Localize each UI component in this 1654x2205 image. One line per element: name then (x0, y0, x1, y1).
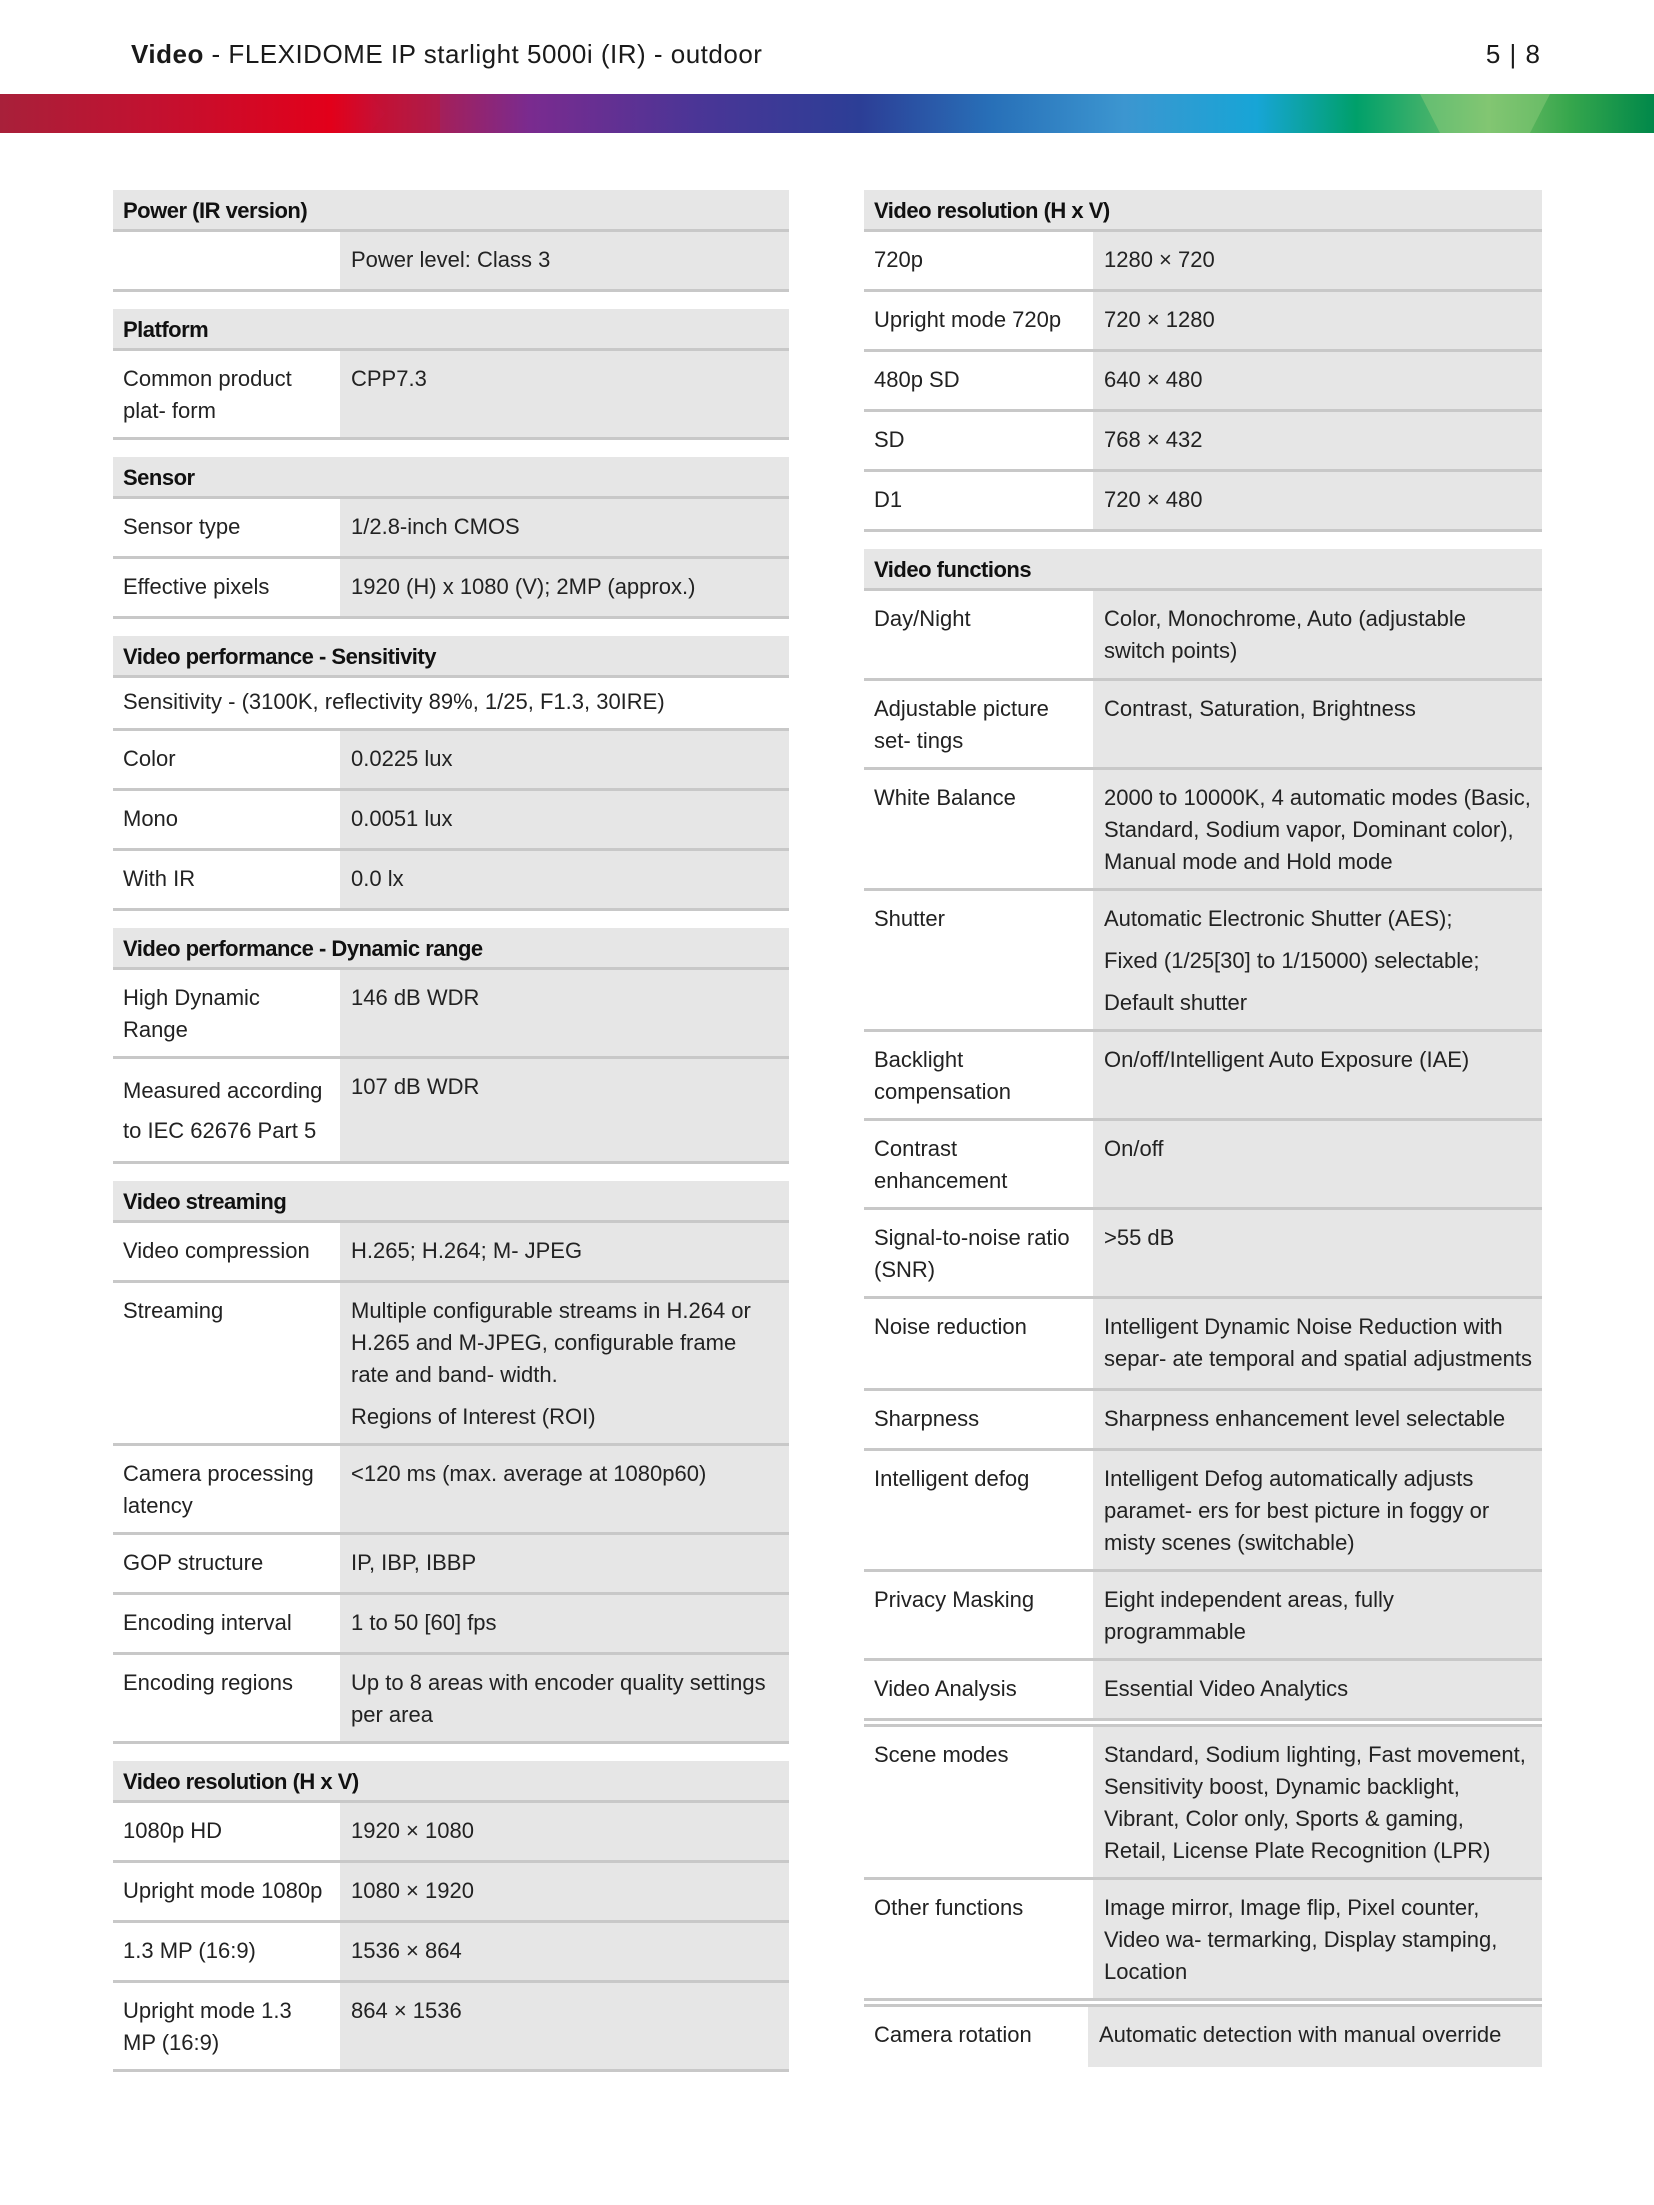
spec-label: Shutter (874, 906, 945, 931)
spec-value: Power level: Class 3 (340, 232, 789, 289)
spec-row (864, 352, 1542, 412)
brand-color-band (0, 94, 1654, 133)
spec-row (113, 1283, 789, 1446)
spec-row (113, 499, 789, 559)
spec-label: Noise reduction (874, 1314, 1027, 1339)
spec-label: SD (874, 427, 905, 452)
spec-value: <120 ms (max. average at 1080p60) (340, 1446, 789, 1532)
spec-label: Upright mode 720p (874, 307, 1062, 332)
spec-value (340, 1283, 789, 1443)
spec-label: 720p (874, 247, 923, 272)
spec-value: 720 × 1280 (1093, 292, 1542, 349)
section-platform (113, 309, 789, 440)
section-heading: Video resolution (H x V) (864, 190, 1542, 232)
spec-value: Image mirror, Image flip, Pixel counter, Video wa- termarking, Display stamping, Location (1093, 1880, 1542, 1998)
spec-row (113, 559, 789, 619)
spec-label: Contrast enhancement (874, 1136, 1008, 1193)
spec-label: Measured according to IEC 62676 Part 5 (123, 1078, 323, 1143)
section-heading: Video functions (864, 549, 1542, 591)
spec-row (864, 770, 1542, 891)
spec-label: Encoding regions (123, 1670, 294, 1695)
spec-row (864, 292, 1542, 352)
spec-row (864, 1121, 1542, 1210)
section-power (113, 190, 789, 292)
spec-row (864, 891, 1542, 1032)
spec-value: Eight independent areas, fully programmable (1093, 1572, 1542, 1658)
spec-value: 1/2.8-inch CMOS (340, 499, 789, 556)
section-video-streaming (113, 1181, 789, 1744)
spec-label: Camera rotation (874, 2022, 1032, 2047)
spec-value (1093, 891, 1542, 1029)
spec-label: Other functions (874, 1895, 1024, 1920)
spec-value: 1 to 50 [60] fps (340, 1595, 789, 1652)
section-heading: Platform (113, 309, 789, 351)
spec-value-line: Automatic Electronic Shutter (AES); (1104, 906, 1453, 931)
spec-row (113, 1655, 789, 1744)
spec-value: 1080 × 1920 (340, 1863, 789, 1920)
spec-value: Up to 8 areas with encoder quality settings per area (340, 1655, 789, 1741)
spec-row (113, 232, 789, 292)
spec-value: 0.0051 lux (340, 791, 789, 848)
spec-value-line: Fixed (1/25[30] to 1/15000) selectable; (1104, 948, 1480, 973)
spec-value: 720 × 480 (1093, 472, 1542, 529)
spec-value: On/off (1093, 1121, 1542, 1207)
spec-label (113, 232, 340, 289)
spec-label: Common product plat- form (123, 366, 292, 423)
spec-label: Streaming (123, 1298, 224, 1323)
spec-value: 1536 × 864 (340, 1923, 789, 1980)
spec-label: Sharpness (874, 1406, 980, 1431)
section-dynamic-range (113, 928, 789, 1164)
spec-row (864, 1451, 1542, 1572)
spec-value: Color, Monochrome, Auto (adjustable switch points) (1093, 591, 1542, 678)
spec-value-line: Regions of Interest (ROI) (351, 1404, 596, 1429)
spec-value: 0.0 lx (340, 851, 789, 908)
spec-label: Day/Night (874, 606, 971, 631)
spec-row (113, 1863, 789, 1923)
section-video-resolution-right (864, 190, 1542, 532)
spec-note-row (113, 678, 789, 731)
spec-value: CPP7.3 (340, 351, 789, 437)
spec-row (113, 1803, 789, 1863)
spec-label: Upright mode 1080p (123, 1878, 323, 1903)
page-header (131, 34, 1541, 74)
spec-row (113, 351, 789, 440)
spec-value: H.265; H.264; M- JPEG (340, 1223, 789, 1280)
spec-value: 1920 × 1080 (340, 1803, 789, 1860)
spec-value: On/off/Intelligent Auto Exposure (IAE) (1093, 1032, 1542, 1118)
spec-label: With IR (123, 866, 196, 891)
spec-value: Intelligent Defog automatically adjusts paramet- ers for best picture in foggy or misty scenes (switchable) (1093, 1451, 1542, 1569)
section-sensor (113, 457, 789, 619)
spec-row (864, 1391, 1542, 1451)
spec-label: Privacy Masking (874, 1587, 1035, 1612)
spec-value: 1280 × 720 (1093, 232, 1542, 289)
section-heading: Sensor (113, 457, 789, 499)
spec-value: 768 × 432 (1093, 412, 1542, 469)
spec-value: >55 dB (1093, 1210, 1542, 1296)
section-camera-rotation (864, 2004, 1542, 2067)
section-heading: Video performance - Sensitivity (113, 636, 789, 678)
spec-row (864, 591, 1542, 681)
spec-row (113, 1923, 789, 1983)
spec-label: White Balance (874, 785, 1016, 810)
spec-label: 1080p HD (123, 1818, 223, 1843)
section-heading: Video streaming (113, 1181, 789, 1223)
spec-label: Video Analysis (874, 1676, 1017, 1701)
spec-label: Mono (123, 806, 179, 831)
section-sensitivity (113, 636, 789, 911)
spec-label: D1 (874, 487, 903, 512)
spec-value-line: Multiple configurable streams in H.264 or H.265 and M-JPEG, configurable frame rate and band- width. (351, 1298, 751, 1387)
spec-row (864, 1210, 1542, 1299)
spec-value: 864 × 1536 (340, 1983, 789, 2069)
spec-value: IP, IBP, IBBP (340, 1535, 789, 1592)
spec-label: GOP structure (123, 1550, 264, 1575)
spec-row (864, 1299, 1542, 1391)
spec-row (864, 1727, 1542, 1880)
right-spec-column (864, 190, 1542, 2084)
spec-value: Standard, Sodium lighting, Fast movement, Sensitivity boost, Dynamic backlight, Vibrant, Color only, Sports & gaming, Retail, License Plate Recognition (LPR) (1093, 1727, 1542, 1877)
spec-row (864, 2007, 1542, 2067)
spec-row (113, 851, 789, 911)
spec-value: Essential Video Analytics (1093, 1661, 1542, 1718)
spec-label: Signal-to-noise ratio (SNR) (874, 1225, 1070, 1282)
spec-label: 480p SD (874, 367, 960, 392)
spec-value-line: Default shutter (1104, 990, 1248, 1015)
page-number: 5 | 8 (1485, 38, 1541, 69)
spec-row (113, 1446, 789, 1535)
spec-label: Scene modes (874, 1742, 1009, 1767)
section-heading: Power (IR version) (113, 190, 789, 232)
document-title-rest: - FLEXIDOME IP starlight 5000i (IR) - outdoor (203, 38, 763, 69)
spec-row (113, 1059, 789, 1164)
spec-label: Sensor type (123, 514, 241, 539)
spec-row (864, 472, 1542, 532)
spec-row (864, 232, 1542, 292)
spec-row (113, 1983, 789, 2072)
spec-label: Camera processing latency (123, 1461, 314, 1518)
spec-value: Intelligent Dynamic Noise Reduction with separ- ate temporal and spatial adjustments (1093, 1299, 1542, 1388)
spec-label: Effective pixels (123, 574, 270, 599)
section-video-resolution-left (113, 1761, 789, 2072)
spec-row (113, 970, 789, 1059)
spec-value: 1920 (H) x 1080 (V); 2MP (approx.) (340, 559, 789, 616)
section-heading: Video performance - Dynamic range (113, 928, 789, 970)
spec-value: 146 dB WDR (340, 970, 789, 1056)
left-spec-column (113, 190, 789, 2089)
spec-row (864, 1661, 1542, 1721)
spec-label: Upright mode 1.3 MP (16:9) (123, 1998, 292, 2055)
spec-label: Adjustable picture set- tings (874, 696, 1049, 753)
section-video-functions (864, 549, 1542, 1721)
spec-value: Automatic detection with manual override (1088, 2007, 1542, 2067)
spec-value: 107 dB WDR (340, 1059, 789, 1161)
spec-row (113, 791, 789, 851)
spec-value: 0.0225 lux (340, 731, 789, 788)
spec-label: High Dynamic Range (123, 985, 260, 1042)
spec-row (113, 731, 789, 791)
spec-value: Sharpness enhancement level selectable (1093, 1391, 1542, 1448)
spec-label: Intelligent defog (874, 1466, 1030, 1491)
spec-row (864, 412, 1542, 472)
spec-label: Video compression (123, 1238, 310, 1263)
spec-value: 2000 to 10000K, 4 automatic modes (Basic, Standard, Sodium vapor, Dominant color), Manual mode and Hold mode (1093, 770, 1542, 888)
spec-row (113, 1595, 789, 1655)
spec-row (864, 1032, 1542, 1121)
spec-row (864, 1572, 1542, 1661)
spec-label: Encoding interval (123, 1610, 292, 1635)
spec-value: 640 × 480 (1093, 352, 1542, 409)
section-video-functions-continued (864, 1724, 1542, 2001)
spec-label: 1.3 MP (16:9) (123, 1938, 256, 1963)
spec-row (113, 1535, 789, 1595)
section-heading: Video resolution (H x V) (113, 1761, 789, 1803)
document-title-bold: Video (131, 38, 204, 69)
spec-note: Sensitivity - (3100K, reflectivity 89%, 1/25, F1.3, 30IRE) (123, 689, 665, 714)
spec-label: Color (123, 746, 176, 771)
spec-label: Backlight compensation (874, 1047, 1011, 1104)
document-title (131, 39, 762, 70)
spec-value: Contrast, Saturation, Brightness (1093, 681, 1542, 767)
spec-row (864, 681, 1542, 770)
spec-row (864, 1880, 1542, 2001)
spec-row (113, 1223, 789, 1283)
